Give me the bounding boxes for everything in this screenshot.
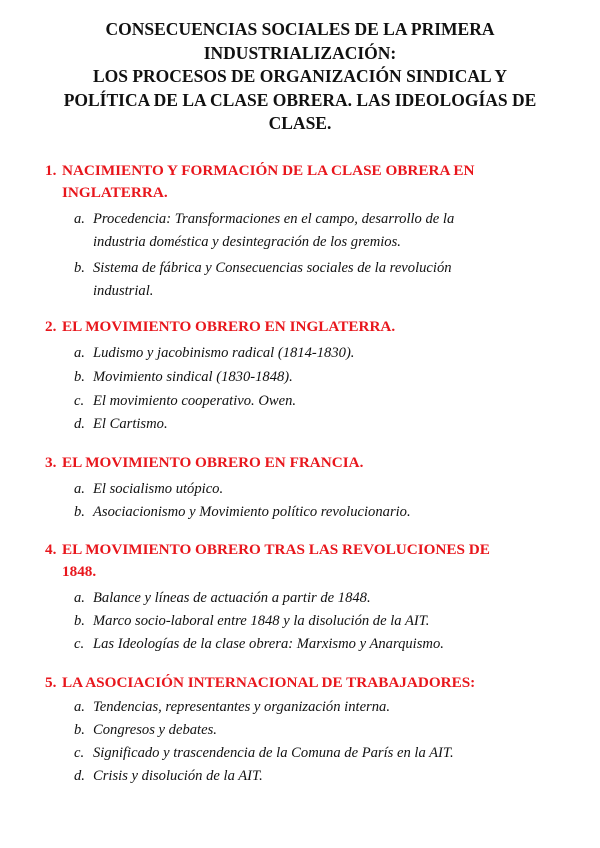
section-heading-text: LA ASOCIACIÓN INTERNACIONAL DE TRABAJADORES: <box>62 674 476 691</box>
title-line: CLASE. <box>268 113 332 133</box>
document-title <box>20 18 580 136</box>
item-letter: a. <box>74 481 85 497</box>
item-text: El movimiento cooperativo. Owen. <box>93 393 297 409</box>
title-line: CONSECUENCIAS SOCIALES DE LA PRIMERA <box>105 19 495 39</box>
section-heading-text: EL MOVIMIENTO OBRERO TRAS LAS REVOLUCIONES DE <box>62 541 490 558</box>
section-number: 1. <box>45 162 57 179</box>
section-number: 3. <box>45 454 57 471</box>
section-number: 5. <box>45 674 57 691</box>
section-heading-text: INGLATERRA. <box>62 184 168 201</box>
item-text: El socialismo utópico. <box>93 481 224 497</box>
item-text: Balance y líneas de actuación a partir de 1848. <box>93 590 371 606</box>
section-number: 4. <box>45 541 57 558</box>
item-letter: b. <box>74 369 85 385</box>
item-text: Asociacionismo y Movimiento político revolucionario. <box>93 504 411 520</box>
item-text: Significado y trascendencia de la Comuna de París en la AIT. <box>93 745 454 761</box>
title-line: INDUSTRIALIZACIÓN: <box>203 42 397 63</box>
item-letter: d. <box>74 416 85 432</box>
item-letter: b. <box>74 722 85 738</box>
item-text: Crisis y disolución de la AIT. <box>93 768 263 784</box>
item-text: Tendencias, representantes y organización interna. <box>93 699 390 715</box>
title-line: LOS PROCESOS DE ORGANIZACIÓN SINDICAL Y <box>92 66 508 86</box>
item-letter: a. <box>74 590 85 606</box>
item-text: Sistema de fábrica y Consecuencias sociales de la revolución <box>93 260 452 276</box>
item-letter: c. <box>74 636 85 652</box>
title-line: POLÍTICA DE LA CLASE OBRERA. LAS IDEOLOGÍAS DE <box>63 89 537 110</box>
item-letter: b. <box>74 613 85 629</box>
item-text: Marco socio-laboral entre 1848 y la disolución de la AIT. <box>93 613 430 629</box>
item-text: industrial. <box>93 283 154 299</box>
section-number: 2. <box>45 318 57 335</box>
item-letter: a. <box>74 345 85 361</box>
item-letter: a. <box>74 211 85 227</box>
item-text: Las Ideologías de la clase obrera: Marxismo y Anarquismo. <box>93 636 444 652</box>
section-heading-text: EL MOVIMIENTO OBRERO EN FRANCIA. <box>62 454 364 471</box>
item-letter: b. <box>74 260 85 276</box>
item-letter: c. <box>74 745 85 761</box>
section-heading-text: EL MOVIMIENTO OBRERO EN INGLATERRA. <box>62 318 396 335</box>
item-text: Ludismo y jacobinismo radical (1814-1830). <box>93 345 355 361</box>
item-letter: d. <box>74 768 85 784</box>
item-text: Procedencia: Transformaciones en el campo, desarrollo de la <box>93 211 455 227</box>
item-letter: a. <box>74 699 85 715</box>
item-letter: b. <box>74 504 85 520</box>
item-text: Movimiento sindical (1830-1848). <box>93 369 293 385</box>
item-text: industria doméstica y desintegración de los gremios. <box>93 234 401 250</box>
section-heading-text: 1848. <box>62 563 97 580</box>
section-heading-text: NACIMIENTO Y FORMACIÓN DE LA CLASE OBRERA EN <box>62 162 475 179</box>
item-letter: c. <box>74 393 85 409</box>
item-text: El Cartismo. <box>93 416 168 432</box>
item-text: Congresos y debates. <box>93 722 217 738</box>
